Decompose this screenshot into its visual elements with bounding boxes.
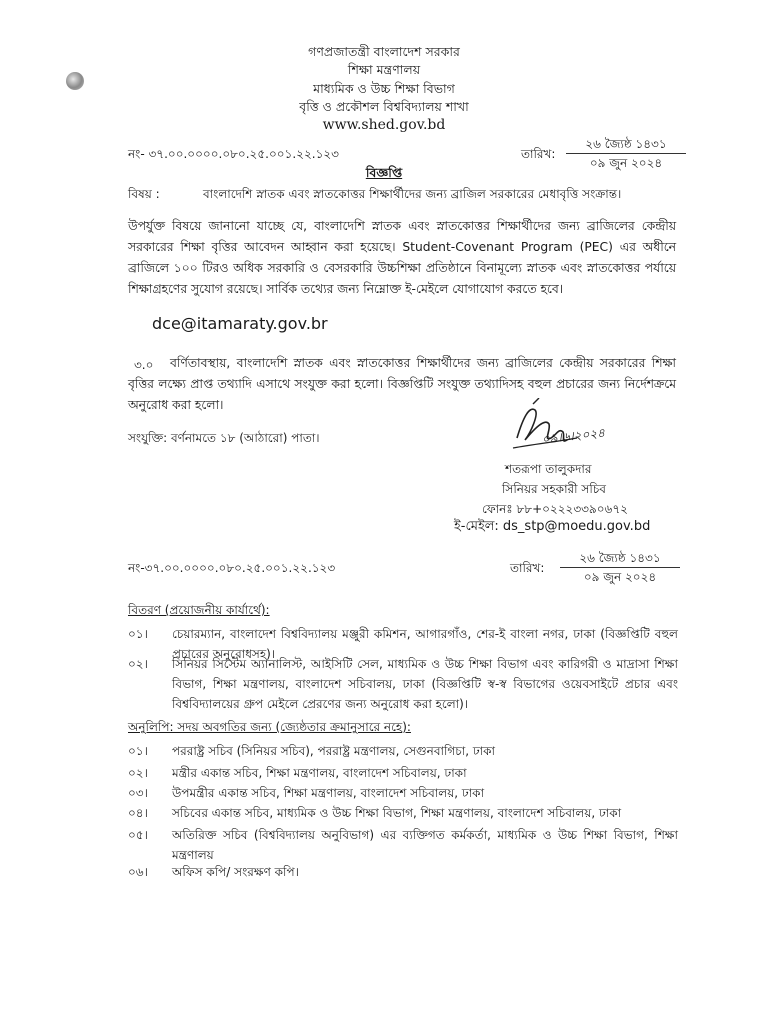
contact-email[interactable]: dce@itamaraty.gov.br (152, 314, 328, 333)
copy-item-5-num: ০৫। (128, 828, 148, 842)
memo2-number: নং-৩৭.০০.০০০০.০৮০.২৫.০০১.২২.১২৩ (128, 561, 336, 575)
para3-text: বর্ণিতাবস্থায়, বাংলাদেশি স্নাতক এবং স্নাতকোত্তর শিক্ষার্থীদের জন্য ব্রাজিলের কেন্দ্রীয় সরকারের শিক্ষা বৃত্তির লক্ষ্যে প্রাপ্ত তথ্যাদি এসাথে সংযুক্ত করা হলো। বিজ্ঞপ্তিটি সংযুক্ত তথ্যাদিসহ বহুল প্রচারের জন্য নির্দেশক্রমে অনুরোধ করা হলো। (128, 356, 676, 412)
subject-label: বিষয় : (128, 187, 160, 201)
signatory-name: শতরূপা তালুকদার (505, 462, 592, 476)
copy-item-3-num: ০৩। (128, 786, 148, 800)
copy-item-4-text: সচিবের একান্ত সচিব, মাধ্যমিক ও উচ্চ শিক্ষা বিভাগ, শিক্ষা মন্ত্রণালয়, বাংলাদেশ সচিবালয়, ঢাকা (172, 806, 622, 820)
copy-item-4-num: ০৪। (128, 806, 148, 820)
copies-heading: অনুলিপি: সদয় অবগতির জন্য (জ্যেষ্ঠতার ক্রমানুসারে নহে): (128, 720, 411, 734)
division-name: মাধ্যমিক ও উচ্চ শিক্ষা বিভাগ (313, 81, 455, 96)
signatory-designation: সিনিয়র সহকারী সচিব (502, 482, 606, 496)
memo2-date-bengali: ২৬ জ্যৈষ্ঠ ১৪৩১ (560, 550, 680, 568)
ministry-name: শিক্ষা মন্ত্রণালয় (347, 62, 421, 77)
copy-item-6-num: ০৬। (128, 865, 148, 879)
distribution-item-2-text: সিনিয়র সিস্টেম অ্যানালিস্ট, আইসিটি সেল, মাধ্যমিক ও উচ্চ শিক্ষা বিভাগ এবং কারিগরী ও মাদ্রাসা শিক্ষা বিভাগ, শিক্ষা মন্ত্রণালয়, বাংলাদেশ সচিবালয়, ঢাকা (বিজ্ঞপ্তিটি স্ব-স্ব বিভাগের ওয়েবসাইটে প্রচার এবং বিশ্ববিদ্যালয়ের গ্রুপ মেইলে প্রেরণের জন্য অনুরোধ করা হলো)। (172, 657, 678, 711)
copy-item-3-text: উপমন্ত্রীর একান্ত সচিব, শিক্ষা মন্ত্রণালয়, বাংলাদেশ সচিবালয়, ঢাকা (172, 786, 485, 800)
para3-number: ৩.০ (134, 358, 154, 372)
signatory-email[interactable]: ই-মেইল: ds_stp@moedu.gov.bd (454, 519, 651, 534)
memo-number: নং- ৩৭.০০.০০০০.০৮০.২৫.০০১.২২.১২৩ (128, 147, 339, 161)
memo2-date-gregorian: ০৯ জুন ২০২৪ (583, 570, 657, 584)
date-bengali: ২৬ জ্যৈষ্ঠ ১৪৩১ (566, 136, 686, 154)
copy-item-5-text: অতিরিক্ত সচিব (বিশ্ববিদ্যালয় অনুবিভাগ) এর ব্যক্তিগত কর্মকর্তা, মাধ্যমিক ও উচ্চ শিক্ষা বিভাগ, শিক্ষা মন্ত্রণালয় (172, 828, 678, 862)
govt-name: গণপ্রজাতন্ত্রী বাংলাদেশ সরকার (308, 44, 460, 59)
branch-name: বৃত্তি ও প্রকৌশল বিশ্ববিদ্যালয় শাখা (299, 99, 469, 114)
copy-item-2-text: মন্ত্রীর একান্ত সচিব, শিক্ষা মন্ত্রণালয়, বাংলাদেশ সচিবালয়, ঢাকা (172, 766, 467, 780)
notice-title: বিজ্ঞপ্তি (365, 165, 403, 180)
attachment-note: সংযুক্তি: বর্ণনামতে ১৮ (আঠারো) পাতা। (128, 431, 320, 445)
copy-item-2-num: ০২। (128, 766, 148, 780)
signatory-phone: ফোনঃ ৮৮+০২২২৩৩৯০৬৭২ (482, 502, 628, 516)
date-label: তারিখ: (521, 147, 556, 161)
copy-item-1-text: পররাষ্ট্র সচিব (সিনিয়র সচিব), পররাষ্ট্র মন্ত্রণালয়, সেগুনবাগিচা, ঢাকা (172, 744, 496, 758)
copy-item-6-text: অফিস কপি/ সংরক্ষণ কপি। (172, 865, 299, 879)
distribution-item-2-num: ০২। (128, 657, 148, 671)
memo2-date-label: তারিখ: (510, 561, 545, 575)
copy-item-1-num: ০১। (128, 744, 148, 758)
distribution-heading: বিতরণ (প্রয়োজনীয় কার্যার্থে): (128, 603, 270, 617)
website-link[interactable]: www.shed.gov.bd (322, 117, 446, 133)
subject-text: বাংলাদেশি স্নাতক এবং স্নাতকোত্তর শিক্ষার্থীদের জন্য ব্রাজিল সরকারের মেধাবৃত্তি সংক্রান্ত। (203, 187, 622, 201)
date-gregorian: ০৯ জুন ২০২৪ (589, 156, 663, 170)
signature-date: ০৯।৬।২০২৪ (541, 425, 606, 447)
body-paragraph: উপর্যুক্ত বিষয়ে জানানো যাচ্ছে যে, বাংলাদেশি স্নাতক এবং স্নাতকোত্তর শিক্ষার্থীদের জন্য ব্রাজিলের কেন্দ্রীয় সরকারের শিক্ষা বৃত্তির আবেদন আহ্বান করা হয়েছে। Student-Covenant Program (PEC) এর অধীনে ব্রাজিলে ১০০ টিরও অধিক সরকারি ও বেসরকারি উচ্চশিক্ষা প্রতিষ্ঠানে বিনামূল্যে স্নাতক এবং স্নাতকোত্তর পর্যায়ে শিক্ষাগ্রহণের সুযোগ রয়েছে। সার্বিক তথ্যের জন্য নিম্নোক্ত ই-মেইলে যোগাযোগ করতে হবে। (128, 219, 676, 296)
distribution-item-1-num: ০১। (128, 627, 148, 641)
distribution-item-1-text: চেয়ারম্যান, বাংলাদেশ বিশ্ববিদ্যালয় মঞ্জুরী কমিশন, আগারগাঁও, শের-ই বাংলা নগর, ঢাকা (বিজ্ঞপ্তিটি বহুল প্রচারের অনুরোধসহ)। (172, 627, 678, 661)
